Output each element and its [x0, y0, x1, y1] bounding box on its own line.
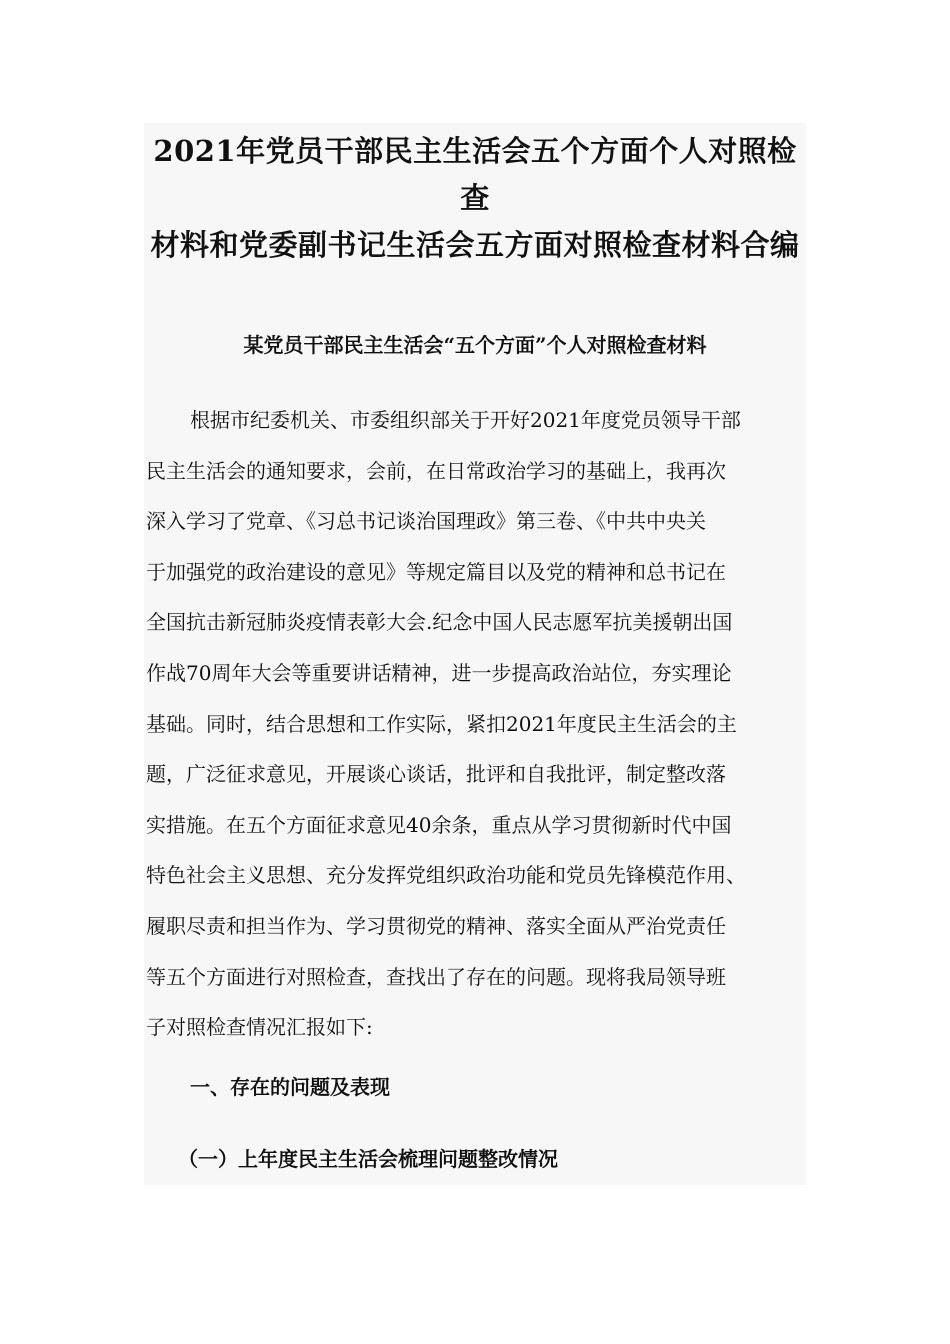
- paragraph-line: 作战70周年大会等重要讲话精神，进一步提高政治站位，夯实理论: [146, 660, 732, 685]
- paragraph-line: 子对照检查情况汇报如下:: [146, 1015, 373, 1040]
- document-title-line: 2021年党员干部民主生活会五个方面个人对照检查: [153, 134, 797, 215]
- document-title-line: 材料和党委副书记生活会五方面对照检查材料合编: [150, 228, 800, 262]
- paragraph-line: 等五个方面进行对照检查，查找出了存在的问题。现将我局领导班: [146, 964, 726, 989]
- heading-level-2: （一）上年度民主生活会梳理问题整改情况: [178, 1147, 558, 1171]
- document-title: [144, 128, 806, 269]
- paragraph-line: 根据市纪委机关、市委组织部关于开好2021年度党员领导干部: [190, 408, 741, 432]
- heading-level-1: 一、存在的问题及表现: [190, 1075, 390, 1099]
- body-paragraph: [146, 395, 814, 1053]
- paragraph-line: 特色社会主义思想、充分发挥党组织政治功能和党员先锋模范作用、: [146, 863, 746, 888]
- paragraph-line: 基础。同时，结合思想和工作实际，紧扣2021年度民主生活会的主: [146, 711, 737, 736]
- paragraph-line: 深入学习了党章、《习总书记谈治国理政》第三卷、《中共中央关: [146, 509, 706, 534]
- paragraph-line: 民主生活会的通知要求，会前，在日常政治学习的基础上，我再次: [146, 458, 726, 483]
- section-title: 某党员干部民主生活会“五个方面”个人对照检查材料: [243, 333, 707, 357]
- paragraph-line: 实措施。在五个方面征求意见40余条，重点从学习贯彻新时代中国: [146, 812, 732, 837]
- paragraph-line: 履职尽责和担当作为、学习贯彻党的精神、落实全面从严治党责任: [146, 913, 726, 938]
- paragraph-line: 于加强党的政治建设的意见》等规定篇目以及党的精神和总书记在: [146, 559, 726, 584]
- paragraph-line: 题，广泛征求意见，开展谈心谈话，批评和自我批评，制定整改落: [146, 762, 726, 787]
- paragraph-line: 全国抗击新冠肺炎疫情表彰大会.纪念中国人民志愿军抗美援朝出国: [146, 610, 733, 635]
